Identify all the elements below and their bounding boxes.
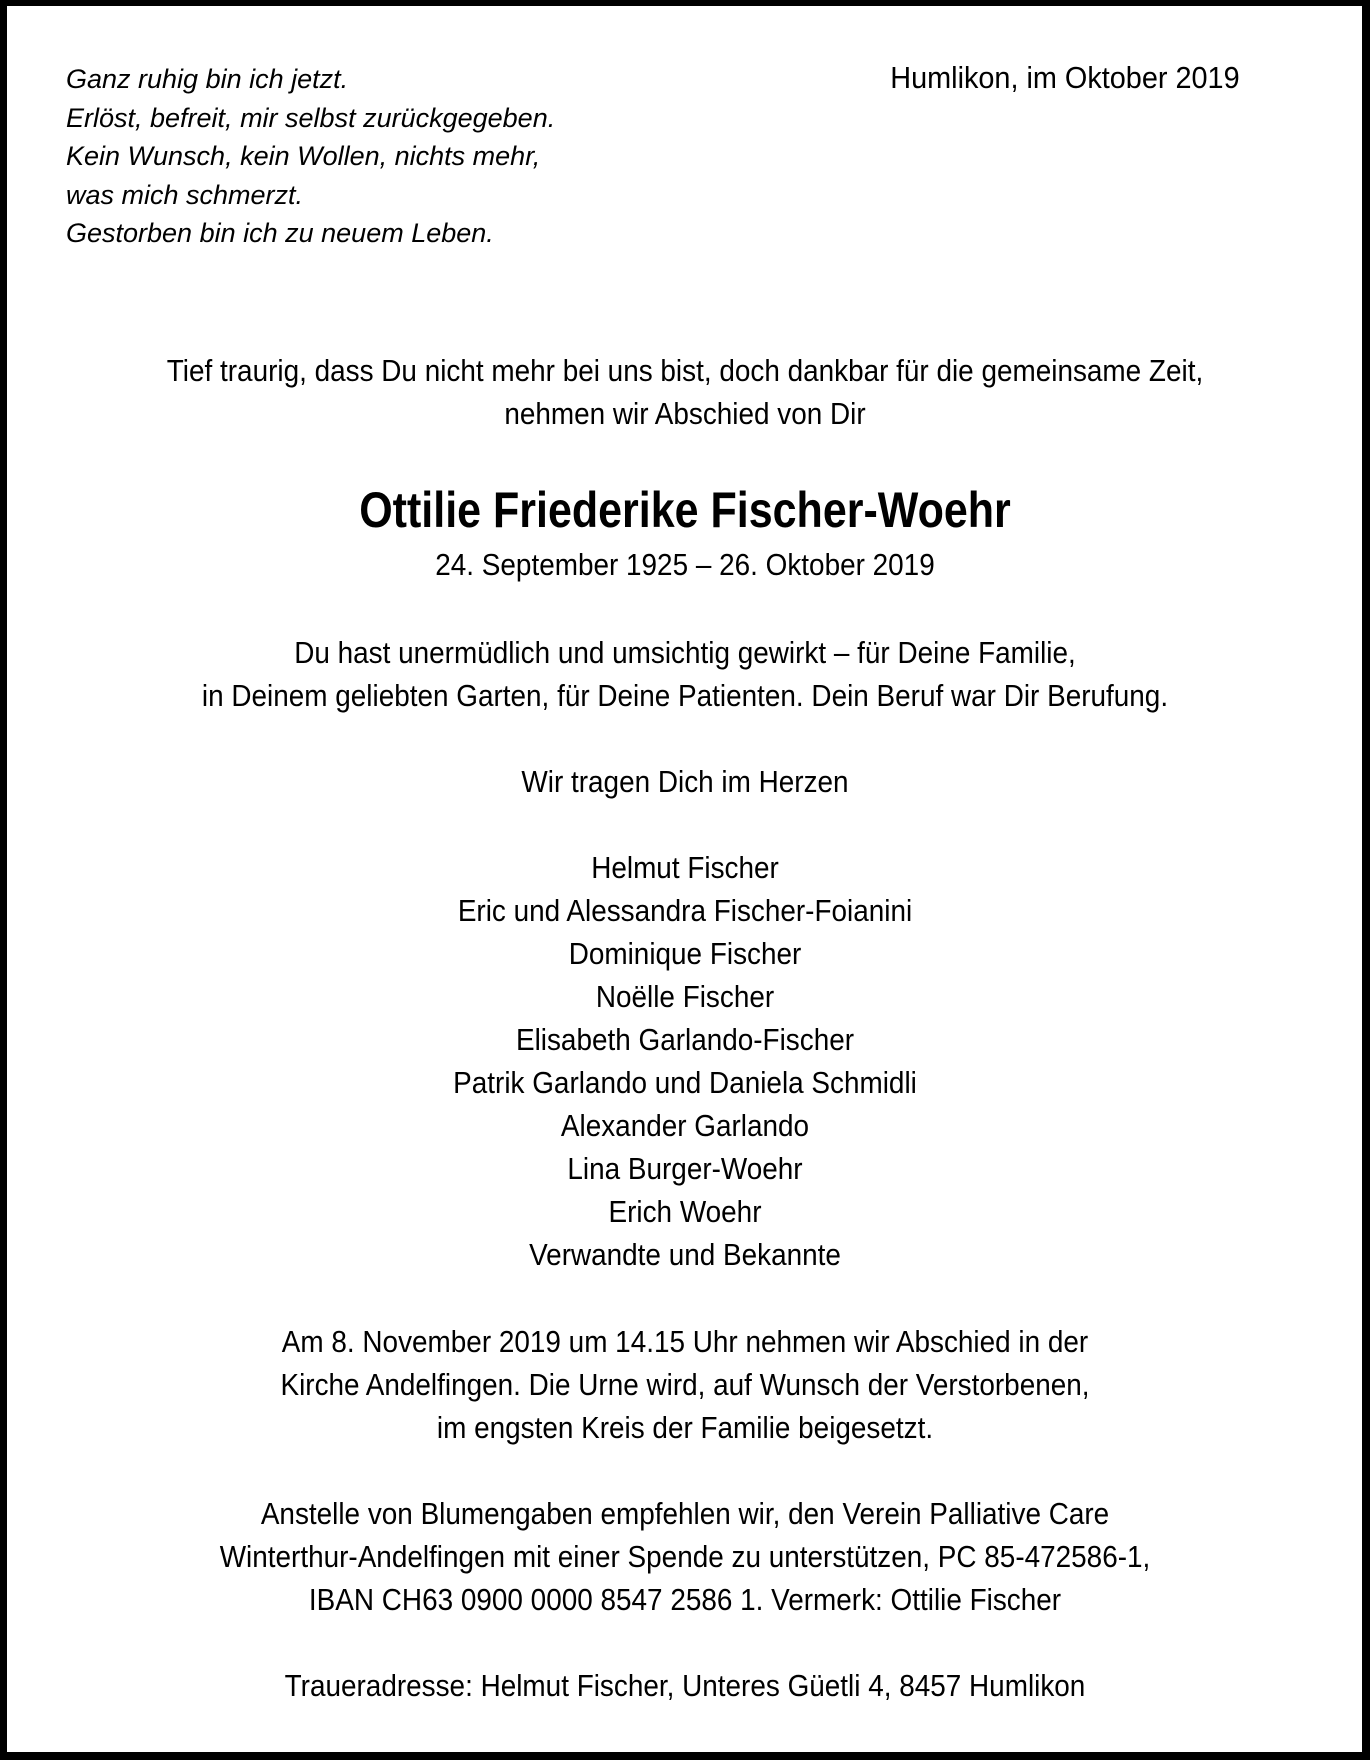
mourner-name: Verwandte und Bekannte [529,1237,841,1272]
poem-line: Gestorben bin ich zu neuem Leben. [66,218,494,248]
tribute-text [0,631,1370,717]
mourner-name: Eric und Alessandra Fischer-Foianini [457,893,913,928]
mourner-name: Patrik Garlando und Daniela Schmidli [453,1065,917,1100]
address-line: Traueradresse: Helmut Fischer, Unteres Güetli 4, 8457 Humlikon [284,1668,1086,1703]
mourner-name: Noëlle Fischer [595,979,775,1014]
carry-text [0,760,1370,803]
mourner-name: Dominique Fischer [568,936,802,971]
mourner-name: Erich Woehr [608,1194,762,1229]
poem-line: was mich schmerzt. [66,179,304,210]
tribute-line: in Deinem geliebten Garten, für Deine Patienten. Dein Beruf war Dir Berufung. [201,678,1169,713]
donation-line: IBAN CH63 0900 0000 8547 2586 1. Vermerk: Ottilie Fischer [308,1582,1062,1617]
donation-line: Anstelle von Blumengaben empfehlen wir, den Verein Palliative Care [260,1496,1110,1531]
intro-text [0,349,1370,435]
donation-line: Winterthur-Andelfingen mit einer Spende zu unterstützen, PC 85-472586-1, [219,1539,1151,1574]
ceremony-text [0,1320,1370,1449]
poem-line: Erlöst, befreit, mir selbst zurückgegeben. [66,102,556,133]
ceremony-line: Kirche Andelfingen. Die Urne wird, auf Wunsch der Verstorbenen, [280,1367,1090,1402]
carry-line: Wir tragen Dich im Herzen [521,764,849,799]
mourners-list [0,846,1370,1276]
mourning-address [0,1664,1370,1707]
mourner-name: Lina Burger-Woehr [567,1151,803,1186]
ceremony-line: im engsten Kreis der Familie beigesetzt. [436,1410,934,1445]
tribute-line: Du hast unermüdlich und umsichtig gewirkt – für Deine Familie, [294,635,1076,670]
deceased-name: Ottilie Friederike Fischer-Woehr [359,482,1011,538]
life-dates-line: 24. September 1925 – 26. Oktober 2019 [435,547,935,582]
place-date: Humlikon, im Oktober 2019 [890,60,1240,95]
intro-line: Tief traurig, dass Du nicht mehr bei uns bist, doch dankbar für die gemeinsame Zeit, [166,353,1204,388]
ceremony-line: Am 8. November 2019 um 14.15 Uhr nehmen wir Abschied in der [281,1324,1089,1359]
poem [66,60,555,253]
intro-line: nehmen wir Abschied von Dir [504,396,866,431]
poem-line: Kein Wunsch, kein Wollen, nichts mehr, [66,141,541,171]
mourner-name: Elisabeth Garlando-Fischer [515,1022,855,1057]
poem-line: Ganz ruhig bin ich jetzt. [66,64,349,94]
donation-text [0,1492,1370,1621]
mourner-name: Alexander Garlando [560,1108,810,1143]
mourner-name: Helmut Fischer [591,850,779,885]
life-dates [0,543,1370,586]
